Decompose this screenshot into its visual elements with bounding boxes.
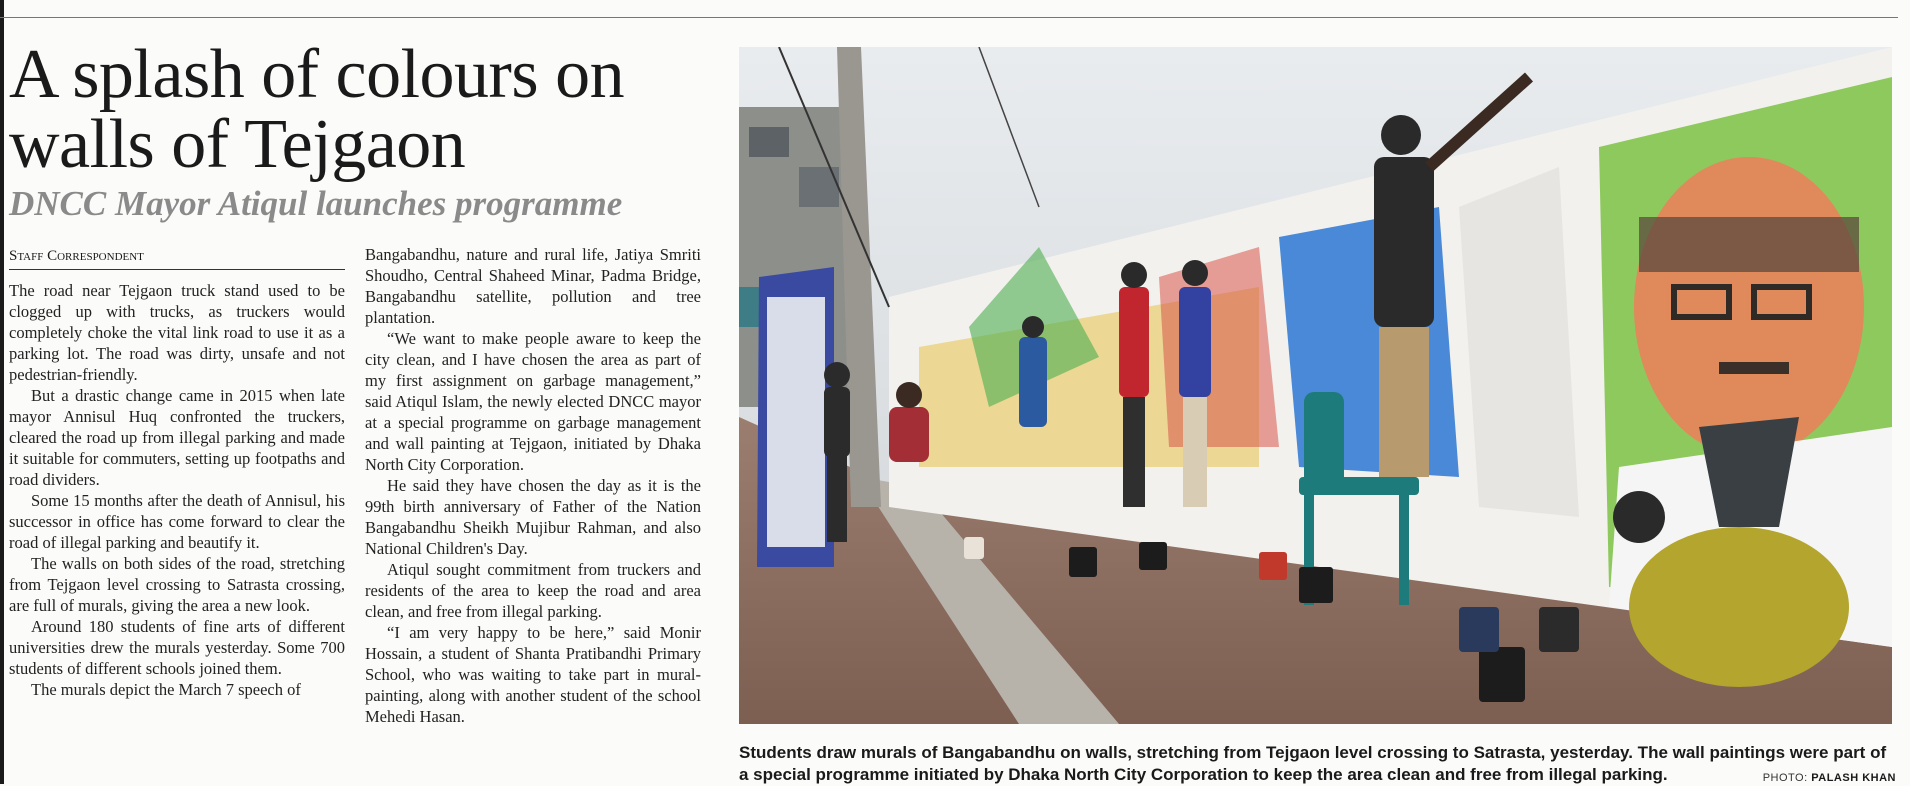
photo-credit-label: PHOTO: <box>1762 772 1808 784</box>
paragraph: Bangabandhu, nature and rural life, Jatiya Smriti Shoudho, Central Shaheed Minar, Padma Bridge, Bangabandhu satellite, pollution and tree plantation. <box>365 245 701 327</box>
byline: Staff Correspondent <box>9 248 144 264</box>
paragraph: Atiqul sought commitment from truckers and residents of the area to keep the road and area clean, and free from illegal parking. <box>365 560 701 621</box>
subheadline: DNCC Mayor Atiqul launches programme <box>9 184 623 223</box>
photo-credit <box>1763 772 1896 784</box>
photo-caption: Students draw murals of Bangabandhu on walls, stretching from Tejgaon level crossing to Satrasta, yesterday. The wall paintings were part of a special programme initiated by Dhaka North City Corporation to keep the area clean and free from illegal parking. <box>739 743 1887 784</box>
paragraph: Around 180 students of fine arts of different universities drew the murals yesterday. Some 700 students of different schools joined them. <box>9 617 345 678</box>
paragraph: “I am very happy to be here,” said Monir Hossain, a student of Shanta Pratibandhi Primary School, who was waiting to take part in mural-painting, along with another student of the school Mehedi Hasan. <box>365 623 701 726</box>
paragraph: The walls on both sides of the road, stretching from Tejgaon level crossing to Satrasta crossing, are full of murals, giving the area a new look. <box>9 554 345 615</box>
top-rule <box>0 17 1898 18</box>
article-column-1 <box>9 280 345 784</box>
paragraph: Some 15 months after the death of Annisul, his successor in office has come forward to clear the road of illegal parking and beautify it. <box>9 491 345 552</box>
article-column-2 <box>365 244 701 784</box>
headline: A splash of colours on walls of Tejgaon <box>9 36 625 183</box>
mural-painting-photo <box>739 47 1892 724</box>
paragraph: He said they have chosen the day as it is the 99th birth anniversary of Father of the Nation Bangabandhu Sheikh Mujibur Rahman, and also National Children's Day. <box>365 476 701 558</box>
photo-credit-name: PALASH KHAN <box>1811 772 1896 784</box>
page-edge <box>0 0 4 784</box>
paragraph: But a drastic change came in 2015 when late mayor Annisul Huq confronted the truckers, cleared the road up from illegal parking and made it suitable for commuters, setting up footpaths and road dividers. <box>9 386 345 489</box>
paragraph: The road near Tejgaon truck stand used to be clogged up with trucks, as truckers would completely choke the vital link road to use it as a parking lot. The road was dirty, unsafe and not pedestrian-friendly. <box>9 281 345 384</box>
byline-rule <box>9 269 345 270</box>
news-photo <box>739 47 1892 724</box>
paragraph: The murals depict the March 7 speech of <box>31 680 301 699</box>
paragraph: “We want to make people aware to keep the city clean, and I have chosen the area as part of my first assignment on garbage management,” said Atiqul Islam, the newly elected DNCC mayor at a special programme on garbage management and wall painting at Tejgaon, initiated by Dhaka North City Corporation. <box>365 329 701 474</box>
